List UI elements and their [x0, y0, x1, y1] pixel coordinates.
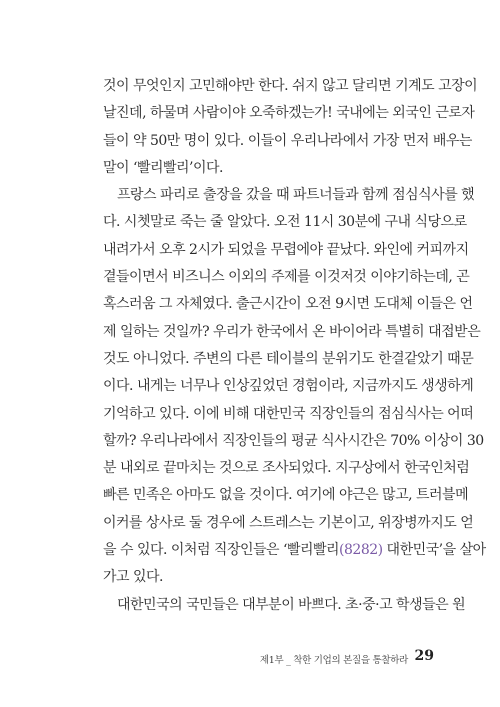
text-line: 가고 있다. [103, 569, 163, 586]
body-text [103, 73, 486, 619]
text-line: 할까? 우리나라에서 직장인들의 평균 식사시간은 70% 이상이 30 [103, 432, 484, 449]
text-line: 제 일하는 것일까? 우리가 한국에서 온 바이어라 특별히 대접받은 [103, 323, 481, 340]
text-line: 것이 무엇인지 고민해야만 한다. 쉬지 않고 달리면 기계도 고장이 [103, 78, 478, 94]
text-segment: 을 수 있다. 이처럼 직장인들은 ‘빨리빨리 [103, 542, 340, 559]
text-line: 말이 ‘빨리빨리’이다. [103, 159, 223, 176]
text-line: 분 내외로 끝마치는 것으로 조사되었다. 지구상에서 한국인처럼 [103, 460, 470, 477]
text-line: 다. 시쳇말로 죽는 줄 알았다. 오전 11시 30분에 구내 식당으로 [103, 214, 467, 231]
text-line: 대한민국의 국민들은 대부분이 바쁘다. 초·중·고 학생들은 원 [117, 596, 466, 613]
text-line: 혹스러움 그 자체였다. 출근시간이 오전 9시면 도대체 이들은 언 [103, 296, 473, 313]
running-footer-label: 제1부 _ 착한 기업의 본질을 통찰하라 [259, 655, 408, 666]
text-line: 내려가서 오후 2시가 되었을 무렵에야 끝났다. 와인에 커피까지 [103, 241, 469, 258]
page-footer [0, 648, 500, 668]
text-line: 이커를 상사로 둘 경우에 스트레스는 기본이고, 위장병까지도 얻 [103, 514, 474, 531]
text-line [103, 537, 486, 564]
text-line: 기억하고 있다. 이에 비해 대한민국 직장인들의 점심식사는 어떠 [103, 405, 474, 422]
page-number: 29 [414, 648, 434, 664]
text-line: 프랑스 파리로 출장을 갔을 때 파트너들과 함께 점심식사를 했 [117, 187, 475, 204]
text-line: 것도 아니었다. 주변의 다른 테이블의 분위기도 한결같았기 때문 [103, 350, 474, 367]
text-line: 날진데, 하물며 사람이야 오죽하겠는가! 국내에는 외국인 근로자 [103, 105, 475, 122]
text-line: 빠른 민족은 아마도 없을 것이다. 여기에 야근은 많고, 트러블메 [103, 487, 469, 504]
text-line: 들이 약 50만 명이 있다. 이들이 우리나라에서 가장 먼저 배우는 [103, 132, 472, 149]
text-line: 곁들이면서 비즈니스 이외의 주제를 이것저것 이야기하는데, 곤 [103, 269, 470, 286]
text-line: 이다. 내게는 너무나 인상깊었던 경험이라, 지금까지도 생생하게 [103, 378, 474, 395]
text-segment: 대한민국’을 살아 [382, 542, 486, 559]
highlighted-number: (8282) [339, 542, 383, 559]
